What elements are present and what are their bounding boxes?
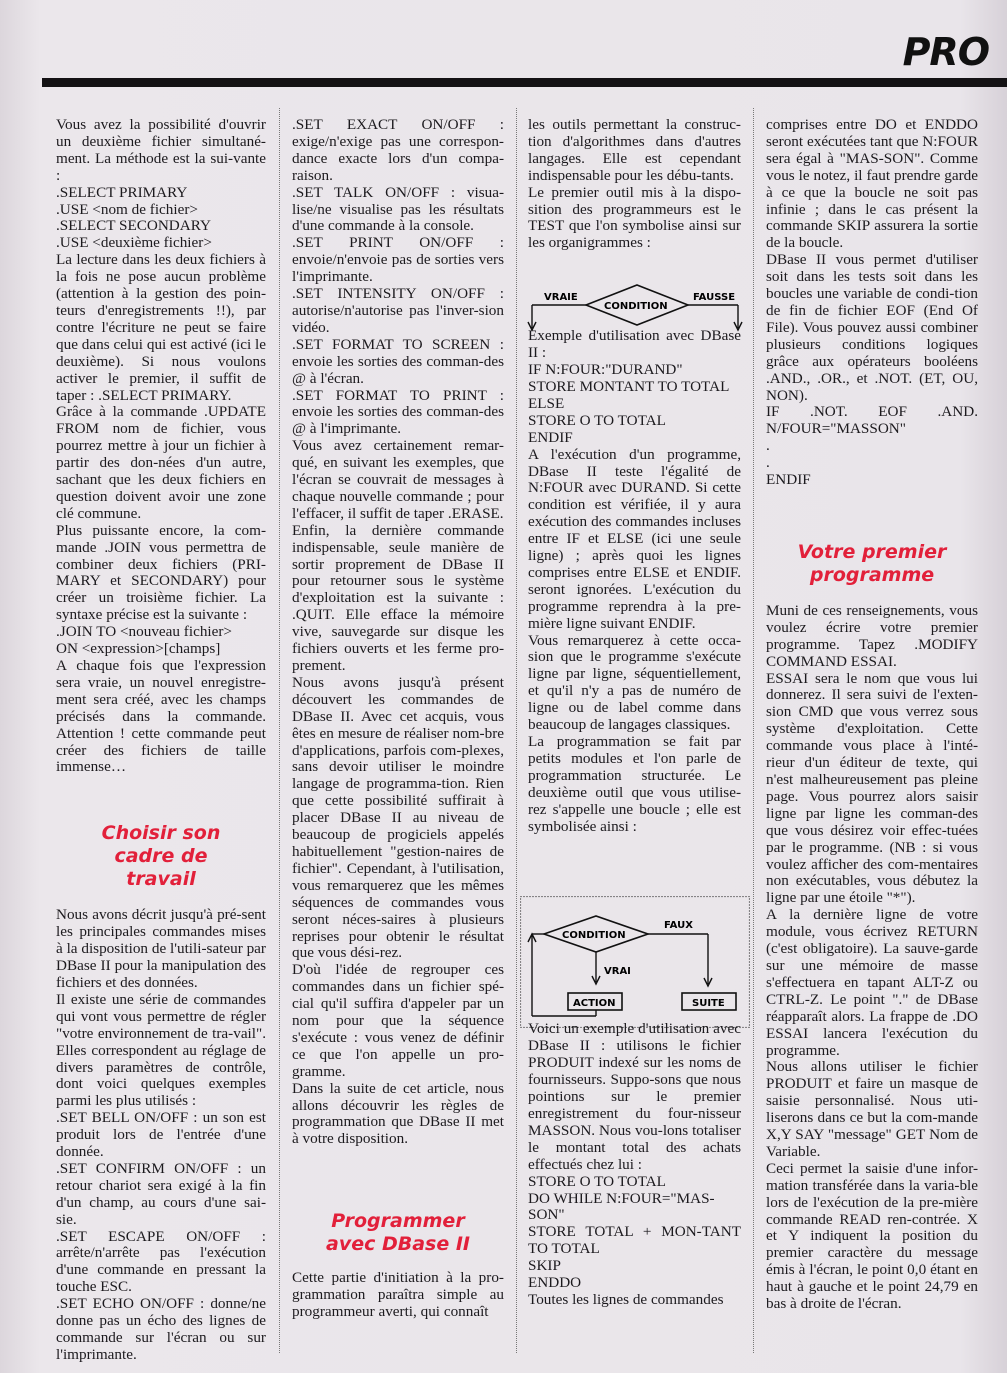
false-label: FAUSSE [693,292,736,303]
paragraph: A chaque fois que l'expression sera vraie, un nouvel enregistre-ment sera créé, avec les champs précisés dans la commande. Attention ! cette commande peut créer des fichiers de taille immense… [56,657,266,776]
paragraph: .SET INTENSITY ON/OFF : autorise/n'autorise pas l'inver-sion vidéo. [292,285,504,336]
code-line: ENDDO [528,1274,582,1292]
code-line: IF .NOT. EOF .AND. N/FOUR="MASSON" [766,403,978,438]
paragraph: Toutes les lignes de commandes [528,1290,724,1308]
paragraph: .SET EXACT ON/OFF : exige/n'exige pas une correspon-dance exacte lors d'un compa-raison. [292,116,504,184]
code-line: STORE O TO TOTAL [528,1172,666,1190]
code-line: STORE MONTANT TO TOTAL [528,377,730,395]
code-line: . [766,437,770,455]
paragraph: La lecture dans les deux fichiers à la fois ne pose aucun problème (attention à la gestion des poin-teurs d'enregistrements !!), par contre l'écriture ne peut se faire que dans celui qui est activé (ici le deuxième). Si nous voulons activer le premier, il suffit de taper : .SELECT PRIMARY. [56,251,266,404]
paragraph: Voici un exemple d'utilisation avec DBase II : utilisons le fichier PRODUIT indexé sur les noms de fournisseurs. Suppo-sons que nous pointions sur le premier enregistrement du four-nisseur MASSON. Nous vou-lons totaliser le montant total des achats effectués chez lui : [528,1020,741,1173]
code-line: STORE O TO TOTAL [528,411,666,429]
code-line: .SELECT PRIMARY [56,183,188,201]
header-rule [42,78,1007,87]
paragraph: .SET FORMAT TO SCREEN : envoie les sorties des comman-des @ à l'écran. [292,335,504,387]
code-line: .USE <deuxième fichier> [56,234,212,252]
column-divider [279,108,281,1353]
paragraph: .SET CONFIRM ON/OFF : un retour chariot sera exigé à la fin d'un champ, au cours d'une sai-sie. [56,1159,266,1228]
paragraph: D'où l'idée de regrouper ces commandes dans un fichier spé-cial qu'il suffira d'appeler par un nom pour que la séquence s'exécute : vous venez de définir ce que l'on appelle un pro-gramme. [292,961,504,1080]
paragraph: A l'exécution d'un programme, DBase II teste l'égalité de N:FOUR avec DURAND. Si cette condition est vérifiée, il y aura exécution des commandes incluses entre IF et ELSE (ici une seule ligne) ; après quoi les lignes comprises entre ELSE et ENDIF. seront ignorées. L'exécution du programme reprendra à la pre-mière ligne suivant ENDIF. [528,445,741,632]
paragraph: A la dernière ligne de votre module, vous écrivez RETURN (c'est obligatoire). La sauve-garde sur une mémoire de masse s'effectuera en tapant ALT-Z ou CTRL-Z. Le point "." de DBase réapparaît alors. La frappe de .DO ESSAI lancera l'exécution du programme. [766,906,978,1059]
code-line: ENDIF [528,428,573,446]
action-label: ACTION [573,998,616,1009]
code-line: .SELECT SECONDARY [56,217,211,235]
loop-flowchart [520,896,750,1028]
condition-label: CONDITION [562,930,626,941]
true-label: VRAIE [544,292,578,303]
section-logo: PRO [902,30,989,74]
paragraph: les outils permettant la construc-tion d'algorithmes dans d'autres langages. Elle est cependant indispensable pour les débu-tants. [528,116,741,184]
paragraph: Cette partie d'initiation à la pro-grammation paraîtra simple au programmeur averti, qui connaît [292,1269,504,1321]
code-line: .USE <nom de fichier> [56,200,198,218]
paragraph: ESSAI sera le nom que vous lui donnerez. Il sera suivi de l'exten-sion CMD que vous verrez sous système d'exploitation. Cette commande vous place à l'inté-rieur d'un éditeur de texte, qui n'est malheureusement pas pleine page. Vous pourrez alors saisir ligne par ligne les comman-des que vous désirez voir effec-tuées par le programme. (NB : si vous voulez afficher des com-mentaires non exécutables, vous débutez la ligne par une étoile "*"). [766,669,978,907]
paragraph: La programmation se fait par petits modules et l'on parle de programmation structurée. Le deuxième outil que vous utilise-rez s'appelle une boucle ; elle est symbolisée ainsi : [528,733,741,835]
paragraph: Grâce à la commande .UPDATE FROM nom de fichier, vous pourrez mettre à jour un fichier à partir des don-nées d'un autre, sachant que les deux fichiers en question doivent avoir une zone clé commune. [56,403,266,522]
code-line: ON <expression>[champs] [56,640,221,658]
paragraph: Nous allons utiliser le fichier PRODUIT et faire un masque de saisie personnalisé. Nous uti-liserons dans ce but la com-mande X,Y SAY "message" GET Nom de Variable. [766,1058,978,1160]
code-line: . [766,454,770,472]
false-label: FAUX [664,920,693,931]
code-line: IF N:FOUR:"DURAND" [528,361,683,379]
test-flowchart [526,282,748,334]
true-label: VRAI [604,966,631,977]
paragraph: Vous remarquerez à cette occa-sion que le programme s'exécute ligne par ligne, séquentiellement, et qu'il n'y a pas de numéro de ligne ou de label comme dans beaucoup de langages classiques. [528,631,741,734]
code-line: DO WHILE N:FOUR="MAS-SON" [528,1189,715,1224]
paragraph: Le premier outil mis à la dispo-sition des programmeurs est le TEST que l'on symbolise ainsi sur les organigrammes : [528,183,741,252]
section-heading: Choisir son cadre de travail [101,822,221,891]
code-line: .JOIN TO <nouveau fichier> [56,623,232,641]
paragraph: Dans la suite de cet article, nous allons découvrir les règles de programmation que DBase II met à votre disposition. [292,1079,504,1148]
code-line: STORE TOTAL + MON-TANT TO TOTAL [528,1223,741,1258]
paragraph: DBase II vous permet d'utiliser soit dans les tests soit dans les boucles une variable de condi-tion de fin de fichier EOF (End Of File). Vous pouvez aussi combiner plusieurs conditions logiques grâce aux opérateurs booléens .AND., .OR., et .NOT. (ET, OU, NON). [766,251,978,404]
paragraph: .SET TALK ON/OFF : visua-lise/ne visualise pas les résultats d'une commande à la console. [292,183,504,235]
column-4 [766,117,978,1313]
paragraph: Vous avez certainement remar-qué, en suivant les exemples, que l'écran se couvrait de messages à chaque nouvelle commande ; pour l'effacer, il suffit de taper .ERASE. [292,437,504,522]
paragraph: Exemple d'utilisation avec DBase II : [528,327,741,362]
code-line: SKIP [528,1257,561,1275]
column-1 [56,117,266,1364]
column-divider [753,108,755,1353]
paragraph: Ceci permet la saisie d'une infor-mation transférée dans la varia-ble lors de l'exécution de la pre-mière commande READ ren-contrée. X et Y indiquent la position du premier caractère du message émis à l'écran, le point 0,0 étant en haut à gauche et le point 24,79 en bas à droite de l'écran. [766,1159,978,1313]
paragraph: .SET ESCAPE ON/OFF : arrête/n'arrête pas l'exécution d'une commande en pressant la touche ESC. [56,1227,266,1296]
paragraph: Nous avons décrit jusqu'à pré-sent les principales commandes mises à la disposition de l'utili-sateur par DBase II pour la manipulation des fichiers et des données. [56,906,266,991]
paragraph: Nous avons jusqu'à présent découvert les commandes de DBase II. Avec cet acquis, vous êtes en mesure de réaliser nom-bre d'applications, parfois com-plexes, sans devoir utiliser le moindre langage de programma-tion. Rien que cette possibilité suffirait à placer DBase II au niveau de beaucoup de progiciels appelés habituellement "gestion-naires de fichier". Cependant, à l'utilisation, vous remarquerez que les mêmes séquences de commandes vous seront néces-saires à plusieurs reprises pour obtenir le résultat que vous dési-rez. [292,673,504,962]
paragraph: .SET FORMAT TO PRINT : envoie les sorties des comman-des @ à l'imprimante. [292,386,504,438]
next-label: SUITE [692,998,725,1009]
paragraph: comprises entre DO et ENDDO seront exécutées tant que N:FOUR sera égal à "MAS-SON". Comme vous le notez, il faut prendre garde à ce que la boucle ne soit pas infinie ; dans le cas présent la commande SKIP assurera la sortie de la boucle. [766,116,978,252]
paragraph: Muni de ces renseignements, vous voulez écrire votre premier programme. Tapez .MODIFY COMMAND ESSAI. [766,601,978,670]
paragraph: Plus puissante encore, la com-mande .JOIN vous permettra de combiner deux fichiers (PRI-MARY et SECONDARY) pour créer un troisième fichier. La syntaxe précise est la suivante : [56,521,266,624]
paragraph: Enfin, la dernière commande indispensable, seule manière de sortir proprement de DBase II pour retourner sous le système d'exploitation est la suivante : .QUIT. Elle efface la mémoire vive, sauvegarde sur disque les fichiers ouverts et les ferme pro-prement. [292,521,504,674]
paragraph: Vous avez la possibilité d'ouvrir un deuxième fichier simultané-ment. La méthode est la sui-vante : [56,116,266,184]
section-heading: Votre premier programme [797,540,947,586]
condition-label: CONDITION [604,301,668,312]
section-heading: Programmer avec DBase II [326,1210,470,1256]
paragraph: .SET BELL ON/OFF : un son est produit lors de l'entrée d'une donnée. [56,1109,266,1161]
paragraph: Il existe une série de commandes qui vont vous permettre de régler "votre environnement de tra-vail". Elles correspondent au réglage de divers paramètres de contrôle, dont voici quelques exemples parmi les plus utilisés : [56,990,266,1110]
paragraph: .SET ECHO ON/OFF : donne/ne donne pas un écho des lignes de commande sur l'écran ou sur l'imprimante. [56,1295,266,1363]
column-2 [292,117,504,1321]
code-line: ELSE [528,394,565,412]
column-divider [516,108,518,1353]
paragraph: .SET PRINT ON/OFF : envoie/n'envoie pas de sorties vers l'imprimante. [292,234,504,286]
code-line: ENDIF [766,471,811,489]
